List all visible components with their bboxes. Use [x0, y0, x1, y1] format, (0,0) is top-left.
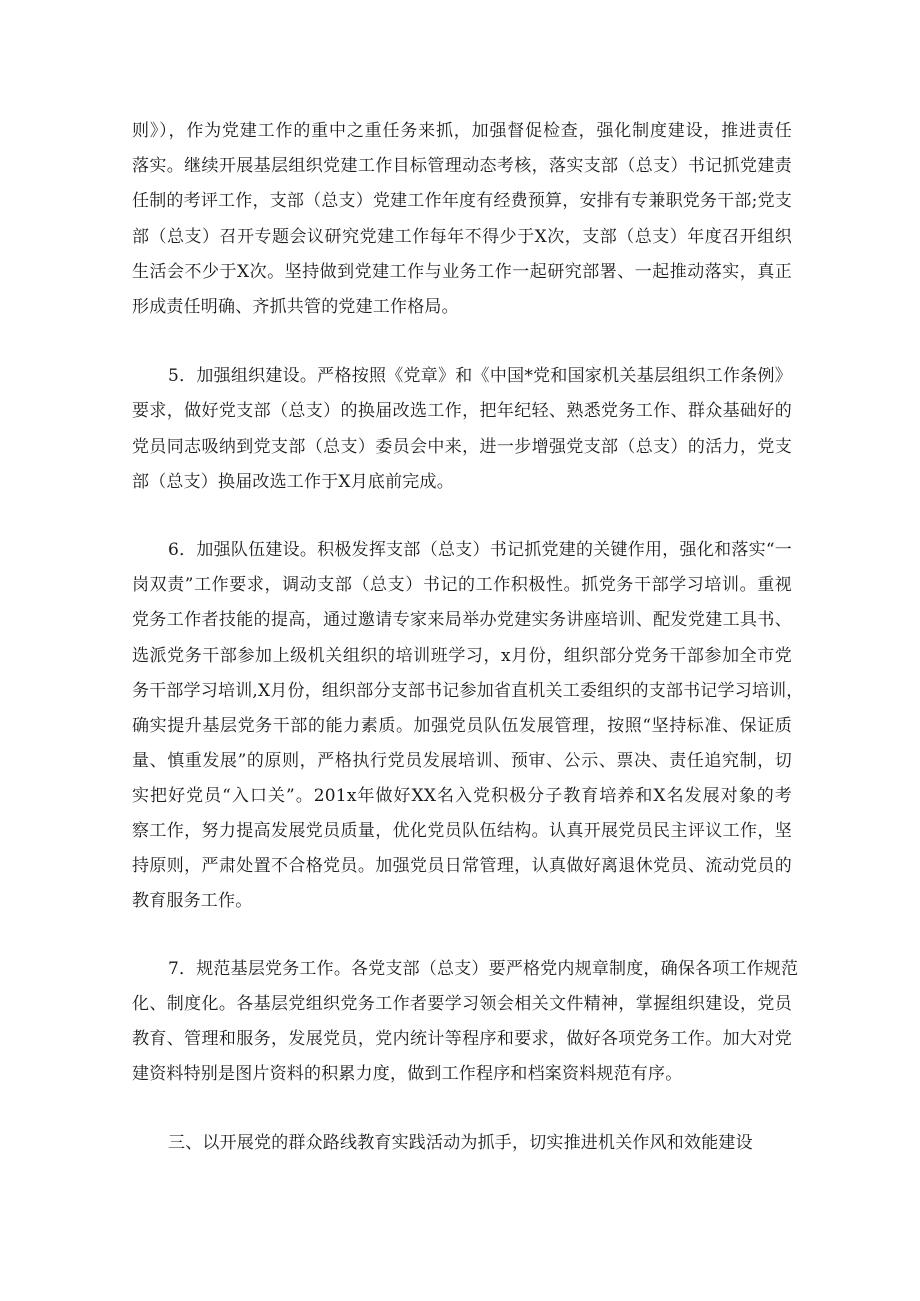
text-line: 岗双责”工作要求，调动支部（总支）书记的工作积极性。抓党务干部学习培训。重视 — [132, 575, 792, 595]
text-line: 部（总支）换届改选工作于X月底前完成。 — [132, 472, 454, 492]
text-line: 务干部学习培训,X月份，组织部分支部书记参加省直机关工委组织的支部书记学习培训， — [132, 681, 804, 701]
text-line: 形成责任明确、齐抓共管的党建工作格局。 — [132, 297, 459, 317]
text-line: 教育、管理和服务，发展党员，党内统计等程序和要求，做好各项党务工作。加大对党 — [132, 1029, 792, 1049]
text-line: 建资料特别是图片资料的积累力度，做到工作程序和档案资料规范有序。 — [132, 1064, 683, 1084]
text-line: 察工作，努力提高发展党员质量，优化党员队伍结构。认真开展党员民主评议工作，坚 — [132, 821, 792, 841]
text-line: 任制的考评工作，支部（总支）党建工作年度有经费预算，安排有专兼职党务干部;党支 — [132, 191, 792, 211]
text-line: 则》），作为党建工作的重中之重任务来抓，加强督促检查，强化制度建设，推进责任 — [132, 121, 792, 141]
text-line: 党员同志吸纳到党支部（总支）委员会中来，进一步增强党支部（总支）的活力，党支 — [132, 437, 792, 457]
text-line: 生活会不少于X次。坚持做到党建工作与业务工作一起研究部署、一起推动落实，真正 — [132, 262, 792, 282]
text-line: 5．加强组织建设。严格按照《党章》和《中国*党和国家机关基层组织工作条例》 — [168, 366, 792, 386]
text-line: 7．规范基层党务工作。各党支部（总支）要严格党内规章制度，确保各项工作规范 — [168, 959, 799, 979]
text-line: 部（总支）召开专题会议研究党建工作每年不得少于X次，支部（总支）年度召开组织 — [132, 227, 792, 247]
text-line: 教育服务工作。 — [132, 891, 253, 911]
text-line: 确实提升基层党务干部的能力素质。加强党员队伍发展管理，按照“坚持标准、保证质 — [132, 716, 792, 736]
text-line: 量、慎重发展”的原则，严格执行党员发展培训、预审、公示、票决、责任追究制，切 — [132, 751, 792, 771]
text-line: 三、以开展党的群众路线教育实践活动为抓手，切实推进机关作风和效能建设 — [168, 1133, 753, 1153]
text-line: 要求，做好党支部（总支）的换届改选工作，把年纪轻、熟悉党务工作、群众基础好的 — [132, 401, 792, 421]
text-line: 化、制度化。各基层党组织党务工作者要学习领会相关文件精神，掌握组织建设，党员 — [132, 994, 792, 1014]
text-line: 选派党务干部参加上级机关组织的培训班学习，x月份，组织部分党务干部参加全市党 — [132, 646, 792, 666]
text-line: 实把好党员“入口关”。201x年做好XX名入党积极分子教育培养和X名发展对象的考 — [132, 786, 792, 806]
text-line: 持原则，严肃处置不合格党员。加强党员日常管理，认真做好离退休党员、流动党员的 — [132, 856, 792, 876]
text-line: 6．加强队伍建设。积极发挥支部（总支）书记抓党建的关键作用，强化和落实“一 — [168, 540, 792, 560]
text-line: 党务工作者技能的提高，通过邀请专家来局举办党建实务讲座培训、配发党建工具书、 — [132, 610, 792, 630]
text-line: 落实。继续开展基层组织党建工作目标管理动态考核，落实支部（总支）书记抓党建责 — [132, 156, 792, 176]
